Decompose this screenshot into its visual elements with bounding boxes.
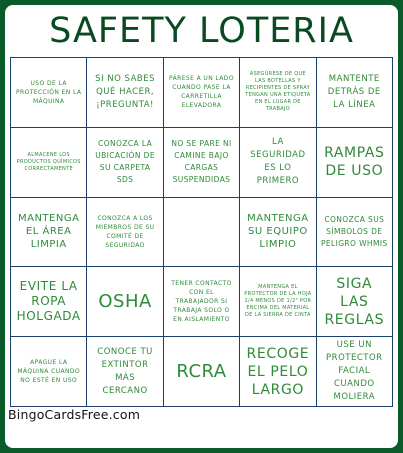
bingo-cell[interactable]: CONOZCA A LOS MIEMBROS DE SU COMITÉ DE SEGURIDAD <box>87 198 163 268</box>
bingo-cell[interactable]: SIGA LAS REGLAS <box>317 267 393 337</box>
bingo-cell[interactable]: MANTENTE DETRÁS DE LA LÍNEA <box>317 58 393 128</box>
bingo-cell[interactable]: MANTENGA EL ÁREA LIMPIA <box>11 198 87 268</box>
bingo-cell[interactable]: CONOZCA LA UBICACIÓN DE SU CARPETA SDS <box>87 128 163 198</box>
bingo-grid <box>10 57 393 407</box>
bingo-cell[interactable]: MANTENGA SU EQUIPO LIMPIO <box>240 198 316 268</box>
bingo-cell-blank[interactable] <box>164 198 240 268</box>
bingo-cell[interactable]: NO SE PARE NI CAMINE BAJO CARGAS SUSPENDIDAS <box>164 128 240 198</box>
bingo-cell[interactable]: ALMACENE LOS PRODUCTOS QUÍMICOS CORRECTAMENTE <box>11 128 87 198</box>
bingo-cell[interactable]: CONOCE TU EXTINTOR MÁS CERCANO <box>87 337 163 407</box>
bingo-cell[interactable]: EVITE LA ROPA HOLGADA <box>11 267 87 337</box>
bingo-cell[interactable]: CONOZCA SUS SÍMBOLOS DE PELIGRO WHMIS <box>317 198 393 268</box>
bingo-cell[interactable]: RECOGE EL PELO LARGO <box>240 337 316 407</box>
bingo-cell[interactable]: PÁRESE A UN LADO CUANDO PASE LA CARRETILLA ELEVADORA <box>164 58 240 128</box>
bingo-cell[interactable]: ASEGÚRESE DE QUE LAS BOTELLAS Y RECIPIENTES DE SPRAY TENGAN UNA ETIQUETA EN EL LUGAR DE TRABAJO <box>240 58 316 128</box>
bingo-cell[interactable]: USE UN PROTECTOR FACIAL CUANDO MOLIERA <box>317 337 393 407</box>
card-title: SAFETY LOTERIA <box>49 11 354 51</box>
footer-credit: BingoCardsFree.com <box>8 407 141 422</box>
bingo-cell[interactable]: APAGUE LA MÁQUINA CUANDO NO ESTÉ EN USO <box>11 337 87 407</box>
bingo-cell[interactable]: USO DE LA PROTECCIÓN EN LA MÁQUINA <box>11 58 87 128</box>
bingo-cell[interactable]: LA SEGURIDAD ES LO PRIMERO <box>240 128 316 198</box>
bingo-cell[interactable]: RAMPAS DE USO <box>317 128 393 198</box>
bingo-cell[interactable]: RCRA <box>164 337 240 407</box>
bingo-cell[interactable]: MANTENGA EL PROTECTOR DE LA HOJA 1/4 MENOS DE 1/2" POR ENCIMA DEL MATERIAL DE LA SIERRA DE CINTA <box>240 267 316 337</box>
bingo-card <box>5 5 398 448</box>
bingo-cell[interactable]: OSHA <box>87 267 163 337</box>
bingo-cell[interactable]: SI NO SABES QUÉ HACER, ¡PREGUNTA! <box>87 58 163 128</box>
bingo-cell[interactable]: TENER CONTACTO CON EL TRABAJADOR SI TRABAJA SOLO O EN AISLAMIENTO <box>164 267 240 337</box>
